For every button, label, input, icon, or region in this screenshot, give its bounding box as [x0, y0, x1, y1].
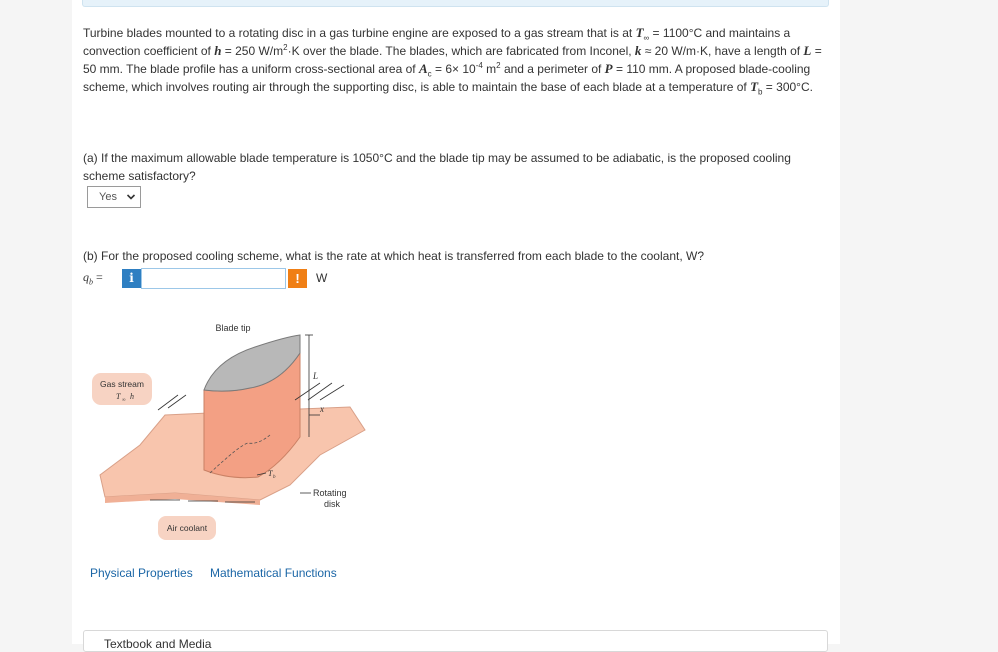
textbook-media-card[interactable]	[83, 630, 828, 652]
textbook-media-label: Textbook and Media	[104, 637, 212, 651]
top-info-strip	[82, 0, 829, 7]
answer-b-variable: $q_b$ =	[83, 270, 103, 287]
answer-a-selected: Yes	[99, 191, 117, 203]
info-icon[interactable]: i	[122, 269, 141, 288]
turbine-blade-figure	[80, 315, 380, 550]
label-disk: disk	[324, 499, 341, 509]
label-Tb-sub: b	[273, 475, 276, 480]
label-x: x	[320, 404, 324, 414]
chevron-down-icon	[126, 192, 136, 202]
answer-b-unit: W	[316, 271, 328, 285]
problem-statement: Turbine blades mounted to a rotating disc in a gas turbine engine are exposed to a gas stream that is at $T_\infty = 1100^\circ C$ and maintains a convection coefficient of h = 250 $W/m^2\cdot K$ over the blade. The blades, which are fabricated from Inconel, k ≈ 20 W/m·K, have a length of L = 50 mm. The blade profile has a uniform cross-sectional area of $A_c = 6\times 10^{-4}$ $m^2$ and a perimeter of P = 110 mm. A proposed blade-cooling scheme, which involves routing air through the supporting disc, is able to maintain the base of each blade at a temperature of $T_b = 300^\circ C$.	[83, 25, 822, 97]
gas-stream-arrows-left	[158, 395, 186, 410]
physical-properties-link[interactable]: Physical Properties	[90, 566, 193, 580]
label-blade-tip: Blade tip	[215, 323, 251, 333]
label-air-coolant: Air coolant	[166, 523, 208, 533]
question-b-text: (b) For the proposed cooling scheme, what is the rate at which heat is transferred from each blade to the coolant, W?	[83, 249, 704, 263]
answer-a-select[interactable]	[87, 186, 141, 208]
label-gas-T: T	[116, 392, 121, 401]
warning-icon[interactable]: !	[288, 269, 307, 288]
label-gas-h: h	[130, 392, 134, 401]
label-gas-stream: Gas stream	[100, 379, 144, 389]
question-a-text: (a) If the maximum allowable blade temperature is 1050°C and the blade tip may be assumed to be adiabatic, is the proposed cooling scheme satisfactory?	[83, 151, 791, 183]
label-Tb: T	[268, 469, 273, 478]
label-L: L	[313, 371, 319, 381]
answer-b-input[interactable]	[141, 268, 286, 289]
mathematical-functions-link[interactable]: Mathematical Functions	[210, 566, 337, 580]
gas-stream-arrows-right	[295, 383, 344, 400]
label-gas-T-sub: ∞	[122, 398, 126, 403]
label-rotating: Rotating	[313, 488, 347, 498]
